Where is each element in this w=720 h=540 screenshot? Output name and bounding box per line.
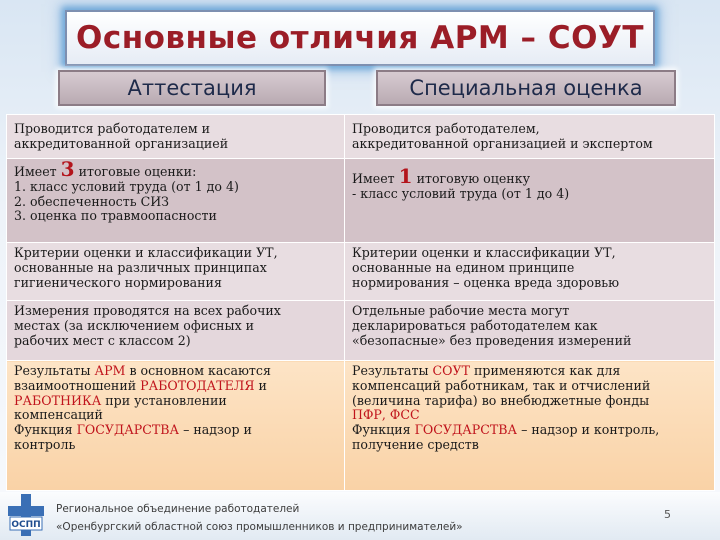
cell-left — [7, 243, 345, 301]
table-row — [7, 159, 715, 243]
text-line: рабочих мест с классом 2) — [14, 332, 191, 348]
cell-left — [7, 115, 345, 159]
highlight-term: РАБОТНИКА — [14, 392, 102, 408]
text: итоговые оценки: — [74, 164, 197, 179]
text-line: Критерии оценки и классификации УТ, — [352, 245, 616, 260]
text-line: аккредитованной организацией и экспертом — [352, 135, 653, 151]
text: в основном касаются — [125, 363, 271, 378]
cell-right — [345, 115, 715, 159]
text-line — [14, 379, 338, 394]
table-row — [7, 301, 715, 361]
highlight-term: РАБОТОДАТЕЛЯ — [140, 377, 255, 393]
text-line: декларироваться работодателем как — [352, 317, 598, 333]
cell-left — [7, 159, 345, 243]
text-line: контроль — [14, 436, 76, 452]
text-line — [14, 394, 338, 409]
highlight-term: ПФР, ФСС — [352, 407, 420, 423]
text: Имеет — [352, 171, 399, 186]
text-line — [14, 364, 338, 379]
text-line: компенсаций — [14, 407, 103, 423]
header-attestation: Аттестация — [58, 70, 326, 106]
text-line: 2. обеспеченность СИЗ — [14, 193, 170, 209]
text: – надзор и контроль, — [517, 422, 660, 438]
highlight-term: ГОСУДАРСТВА — [76, 422, 180, 438]
text-line: - класс условий труда (от 1 до 4) — [352, 185, 570, 201]
text-line: «безопасные» без проведения измерений — [352, 332, 632, 348]
text-line: аккредитованной организацией — [14, 135, 229, 151]
text-line: Измерения проводятся на всех рабочих — [14, 303, 281, 318]
text-line: нормирования – оценка вреда здоровью — [352, 274, 620, 290]
text-line: основанные на различных принципах — [14, 259, 267, 275]
text-line: (величина тарифа) во внебюджетные фонды — [352, 392, 650, 408]
text: Результаты — [14, 363, 95, 378]
text: Имеет — [14, 164, 61, 179]
text-line: основанные на едином принципе — [352, 259, 575, 275]
highlight-term: ГОСУДАРСТВА — [414, 422, 518, 438]
text-line — [14, 157, 338, 181]
cell-left — [7, 301, 345, 361]
organization-name — [56, 500, 463, 536]
text: при установлении — [101, 392, 227, 408]
text-line — [14, 423, 338, 438]
cell-right — [345, 301, 715, 361]
text-line: Отдельные рабочие места могут — [352, 303, 570, 318]
table-row — [7, 361, 715, 491]
logo-text: ОСПП — [11, 520, 41, 530]
text-line: 1. класс условий труда (от 1 до 4) — [14, 178, 239, 194]
text-line: местах (за исключением офисных и — [14, 317, 255, 333]
text: Результаты — [352, 363, 433, 378]
text: Функция — [14, 422, 77, 438]
count-highlight: 1 — [398, 164, 413, 188]
title-box — [65, 10, 655, 66]
text: и — [254, 377, 267, 393]
cell-right — [345, 243, 715, 301]
comparison-table — [6, 114, 715, 491]
text: применяются как для — [470, 363, 621, 378]
table-row — [7, 243, 715, 301]
table-row — [7, 115, 715, 159]
text: взаимоотношений — [14, 377, 141, 393]
text: – надзор и — [179, 422, 252, 438]
text-line — [352, 423, 708, 438]
cell-right — [345, 361, 715, 491]
page-number: 5 — [664, 508, 671, 521]
cell-left — [7, 361, 345, 491]
organization-logo-icon — [8, 494, 44, 536]
header-special-assessment: Специальная оценка — [376, 70, 676, 106]
text-line: Проводится работодателем и — [14, 121, 211, 136]
text: итоговую оценку — [412, 171, 530, 186]
cell-right — [345, 159, 715, 243]
text-line: получение средств — [352, 436, 479, 452]
text-line: гигиенического нормирования — [14, 274, 222, 290]
highlight-term: СОУТ — [432, 363, 470, 378]
text-line — [352, 364, 708, 379]
slide-title: Основные отличия АРМ – СОУТ — [75, 20, 645, 56]
text-line: Проводится работодателем, — [352, 121, 540, 136]
text: Функция — [352, 422, 415, 438]
text-line: Критерии оценки и классификации УТ, — [14, 245, 278, 260]
org-line: «Оренбургский областной союз промышленников и предпринимателей» — [56, 521, 463, 533]
count-highlight: 3 — [60, 157, 75, 181]
org-line: Региональное объединение работодателей — [56, 503, 300, 515]
highlight-term: АРМ — [94, 363, 126, 378]
text-line: компенсаций работникам, так и отчислений — [352, 377, 651, 393]
text-line: 3. оценка по травмоопасности — [14, 208, 217, 224]
text-line — [352, 164, 708, 188]
